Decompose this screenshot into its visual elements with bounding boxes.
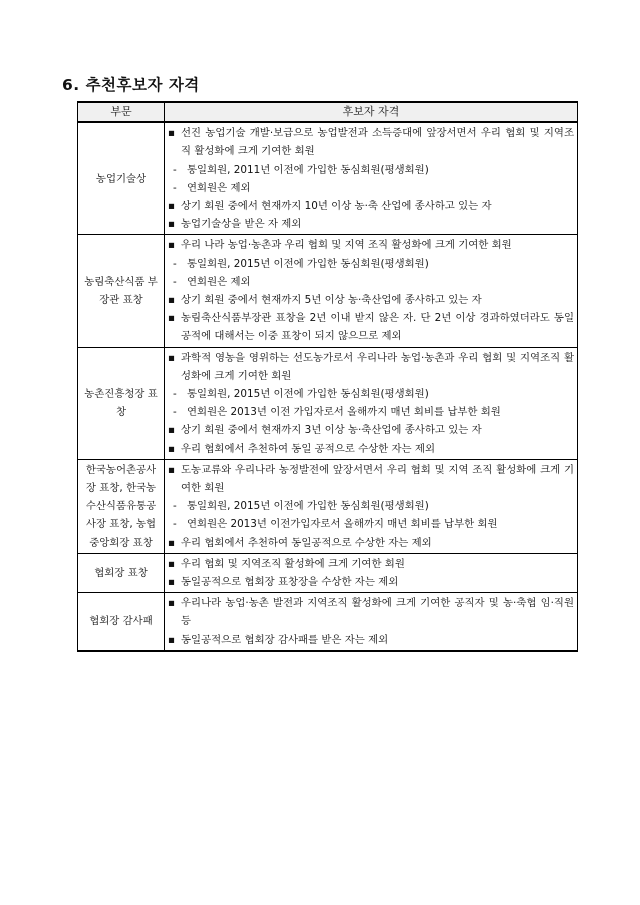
qualification-cell — [165, 593, 578, 651]
category-cell: 한국농어촌공사장 표창, 한국농수산식품유통공사장 표창, 농협중앙회장 표창 — [78, 459, 165, 553]
dash-item: - 연회원은 2013년 이전가입자로서 올해까지 매년 회비를 납부한 회원 — [168, 515, 574, 533]
bullet-item: ▪ 동일공적으로 협회장 표창장을 수상한 자는 제외 — [168, 573, 574, 591]
header-category: 부문 — [78, 102, 165, 122]
dash-item: - 통일회원, 2015년 이전에 가입한 동심회원(평생회원) — [168, 497, 574, 515]
category-cell: 농림축산식품 부장관 표창 — [78, 235, 165, 347]
table-row — [78, 347, 578, 459]
dash-item: - 통일회원, 2011년 이전에 가입한 동심회원(평생회원) — [168, 161, 574, 179]
bullet-item: ▪ 과학적 영농을 영위하는 선도농가로서 우리나라 농업·농촌과 우리 협회 및 지역조직 활성화에 크게 기여한 회원 — [168, 349, 574, 385]
bullet-item: ▪ 우리나라 농업·농촌 발전과 지역조직 활성화에 크게 기여한 공직자 및 농·축협 임·직원 등 — [168, 594, 574, 630]
qualification-cell — [165, 235, 578, 347]
dash-item: - 연회원은 제외 — [168, 273, 574, 291]
bullet-item: ▪ 상기 회원 중에서 현재까지 3년 이상 농·축산업에 종사하고 있는 자 — [168, 421, 574, 439]
table-row — [78, 235, 578, 347]
category-cell: 농업기술상 — [78, 122, 165, 235]
qualification-cell — [165, 122, 578, 235]
bullet-item: ▪ 도농교류와 우리나라 농정발전에 앞장서면서 우리 협회 및 지역 조직 활성화에 크게 기여한 회원 — [168, 461, 574, 497]
dash-item: - 연회원은 2013년 이전 가입자로서 올해까지 매년 회비를 납부한 회원 — [168, 403, 574, 421]
bullet-item: ▪ 우리 나라 농업·농촌과 우리 협회 및 지역 조직 활성화에 크게 기여한 회원 — [168, 236, 574, 254]
table-row — [78, 459, 578, 553]
bullet-item: ▪ 농업기술상을 받은 자 제외 — [168, 215, 574, 233]
table-row — [78, 593, 578, 651]
qualification-cell — [165, 347, 578, 459]
bullet-item: ▪ 동일공적으로 협회장 감사패를 받은 자는 제외 — [168, 631, 574, 649]
dash-item: - 통일회원, 2015년 이전에 가입한 동심회원(평생회원) — [168, 255, 574, 273]
bullet-item: ▪ 우리 협회 및 지역조직 활성화에 크게 기여한 회원 — [168, 555, 574, 573]
bullet-item: ▪ 우리 협회에서 추천하여 동일공적으로 수상한 자는 제외 — [168, 534, 574, 552]
table-row — [78, 122, 578, 235]
header-qualification: 후보자 자격 — [165, 102, 578, 122]
category-cell: 농촌진흥청장 표창 — [78, 347, 165, 459]
bullet-item: ▪ 선진 농업기술 개발·보급으로 농업발전과 소득증대에 앞장서면서 우리 협회 및 지역조직 활성화에 크게 기여한 회원 — [168, 124, 574, 160]
bullet-item: ▪ 상기 회원 중에서 현재까지 5년 이상 농·축산업에 종사하고 있는 자 — [168, 291, 574, 309]
dash-item: - 통일회원, 2015년 이전에 가입한 동심회원(평생회원) — [168, 385, 574, 403]
table-row — [78, 553, 578, 592]
qualification-cell — [165, 553, 578, 592]
table-header-row — [78, 102, 578, 122]
category-cell: 협회장 표창 — [78, 553, 165, 592]
qualification-cell — [165, 459, 578, 553]
section-title: 6. 추천후보자 자격 — [62, 76, 200, 94]
bullet-item: ▪ 우리 협회에서 추천하여 동일 공적으로 수상한 자는 제외 — [168, 440, 574, 458]
bullet-item: ▪ 농림축산식품부장관 표창을 2년 이내 받지 않은 자. 단 2년 이상 경과하였더라도 동일공적에 대해서는 이중 표창이 되지 않으므로 제외 — [168, 309, 574, 345]
dash-item: - 연회원은 제외 — [168, 179, 574, 197]
bullet-item: ▪ 상기 회원 중에서 현재까지 10년 이상 농·축 산업에 종사하고 있는 자 — [168, 197, 574, 215]
candidate-criteria-table — [77, 101, 578, 652]
category-cell: 협회장 감사패 — [78, 593, 165, 651]
